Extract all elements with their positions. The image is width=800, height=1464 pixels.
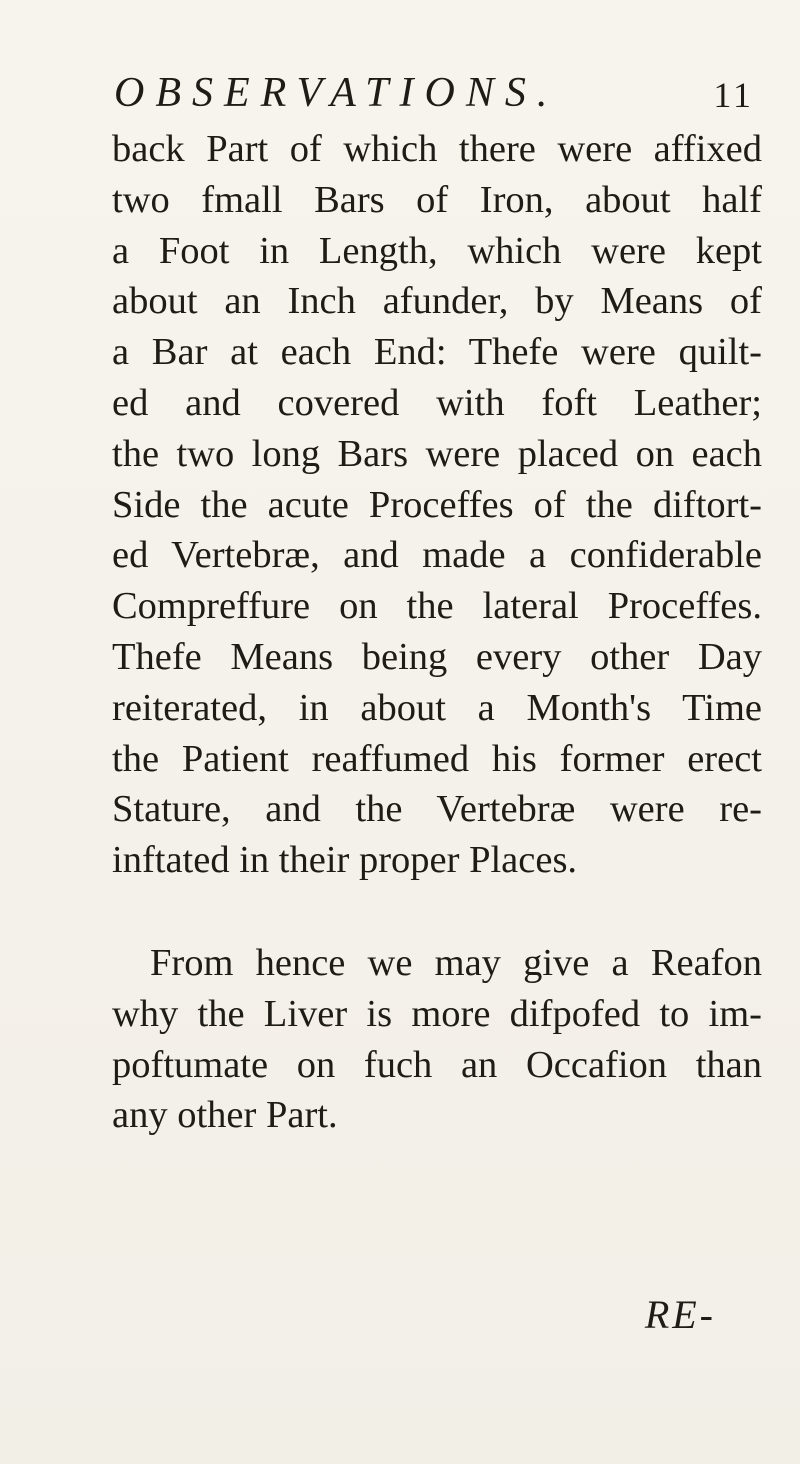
text-line: Thefe Means being every other Day (112, 635, 762, 678)
text-line: the two long Bars were placed on each (112, 432, 762, 475)
text-line: ed Vertebræ, and made a confiderable (112, 534, 762, 577)
text-line: why the Liver is more difpofed to im- (112, 992, 762, 1035)
text-line: Compreffure on the lateral Proceffes. (112, 585, 762, 628)
text-line: a Bar at each End: Thefe were quilt- (112, 331, 762, 374)
running-title: OBSERVATIONS. (114, 70, 559, 116)
running-head (114, 68, 754, 118)
text-line: poftumate on fuch an Occafion than (112, 1043, 762, 1086)
text-line: Stature, and the Vertebræ were re- (112, 788, 762, 831)
text-line: ed and covered with foft Leather; (112, 381, 762, 424)
text-line: inftated in their proper Places. (112, 839, 578, 882)
paragraph-gap (112, 886, 762, 938)
text-line: about an Inch afunder, by Means of (112, 280, 762, 323)
text-line: Side the acute Proceffes of the diftort- (112, 483, 762, 526)
text-line: the Patient reaffumed his former erect (112, 737, 762, 780)
catchword: RE- (644, 1292, 716, 1337)
text-line: back Part of which there were affixed (112, 128, 762, 170)
text-line: a Foot in Length, which were kept (112, 229, 762, 272)
page-number: 11 (713, 75, 754, 115)
paragraph-1 (112, 124, 762, 886)
text-line: two fmall Bars of Iron, about half (112, 178, 762, 221)
text-line: any other Part. (112, 1094, 338, 1137)
paragraph-2 (112, 938, 762, 1141)
text-line: From hence we may give a Reafon (150, 941, 762, 984)
text-line: reiterated, in about a Month's Time (112, 686, 762, 729)
body-text (112, 124, 762, 1141)
